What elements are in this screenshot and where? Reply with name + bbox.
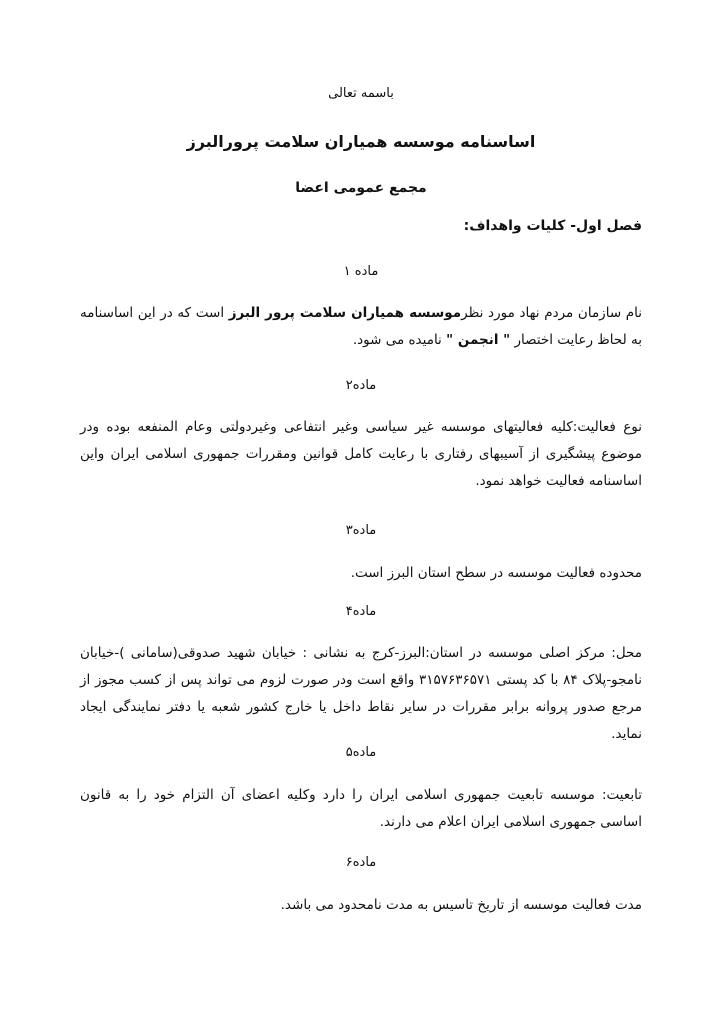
article-2-segment: نوع فعالیت:کلیه فعالیتهای موسسه غیر سیاسی وغیر انتفاعی وغیردولتی وعام المنفعه بوده ودر موضوع پیشگیری از آسیبهای رفتاری با رعایت کامل قوانین ومقررات جمهوری اسلامی ایران واین اساسنامه فعالیت خواهد نمود. bbox=[80, 419, 642, 489]
invocation-heading: باسمه تعالی bbox=[328, 86, 394, 101]
article-5-label: ماده۵ bbox=[345, 745, 377, 760]
article-1-segment: است که در این اساسنامه به لحاظ رعایت اختصار bbox=[80, 305, 642, 348]
article-1-segment: " انجمن " bbox=[446, 332, 511, 348]
article-2-text bbox=[80, 414, 642, 495]
article-1-segment: نامیده می شود. bbox=[352, 332, 447, 348]
article-4-segment: محل: مرکز اصلی موسسه در استان:البرز-کرج به نشانی : خیابان شهید صدوقی(سامانی )-خیابان نامجو-پلاک ۸۴ با کد پستی ۳۱۵۷۶۳۶۵۷۱ واقع است ودر صورت لزوم می تواند پس از کسب مجوز از مرجع صدور پروانه برابر مقررات در سایر نقاط داخل یا خارج کشور شعبه یا دفتر نمایندگی ایجاد نماید. bbox=[80, 645, 642, 742]
article-3-segment: محدوده فعالیت موسسه در سطح استان البرز است. bbox=[350, 565, 642, 581]
article-4-text bbox=[80, 640, 642, 748]
article-1-label: ماده ۱ bbox=[343, 264, 379, 279]
article-1-text bbox=[80, 300, 642, 354]
chapter-heading: فصل اول- کلیات واهداف: bbox=[463, 218, 642, 234]
article-3-label: ماده۳ bbox=[345, 523, 377, 538]
article-3-text bbox=[80, 560, 642, 587]
article-2-label: ماده۲ bbox=[345, 378, 377, 393]
article-6-label: ماده۶ bbox=[345, 855, 377, 870]
article-1-segment: موسسه همیاران سلامت پرور البرز bbox=[228, 305, 462, 321]
document-subtitle: مجمع عمومی اعضا bbox=[295, 180, 427, 196]
article-5-text bbox=[80, 782, 642, 836]
document-title: اساسنامه موسسه همیاران سلامت پرورالبرز bbox=[186, 132, 536, 151]
article-6-segment: مدت فعالیت موسسه از تاریخ تاسیس به مدت نامحدود می باشد. bbox=[280, 897, 642, 913]
article-4-label: ماده۴ bbox=[345, 604, 377, 619]
article-6-text bbox=[80, 892, 642, 919]
article-1-segment: نام سازمان مردم نهاد مورد نظر bbox=[461, 305, 643, 321]
article-5-segment: تابعیت: موسسه تابعیت جمهوری اسلامی ایران را دارد وکلیه اعضای آن التزام خود را به قانون اساسی جمهوری اسلامی ایران اعلام می دارند. bbox=[80, 787, 642, 830]
